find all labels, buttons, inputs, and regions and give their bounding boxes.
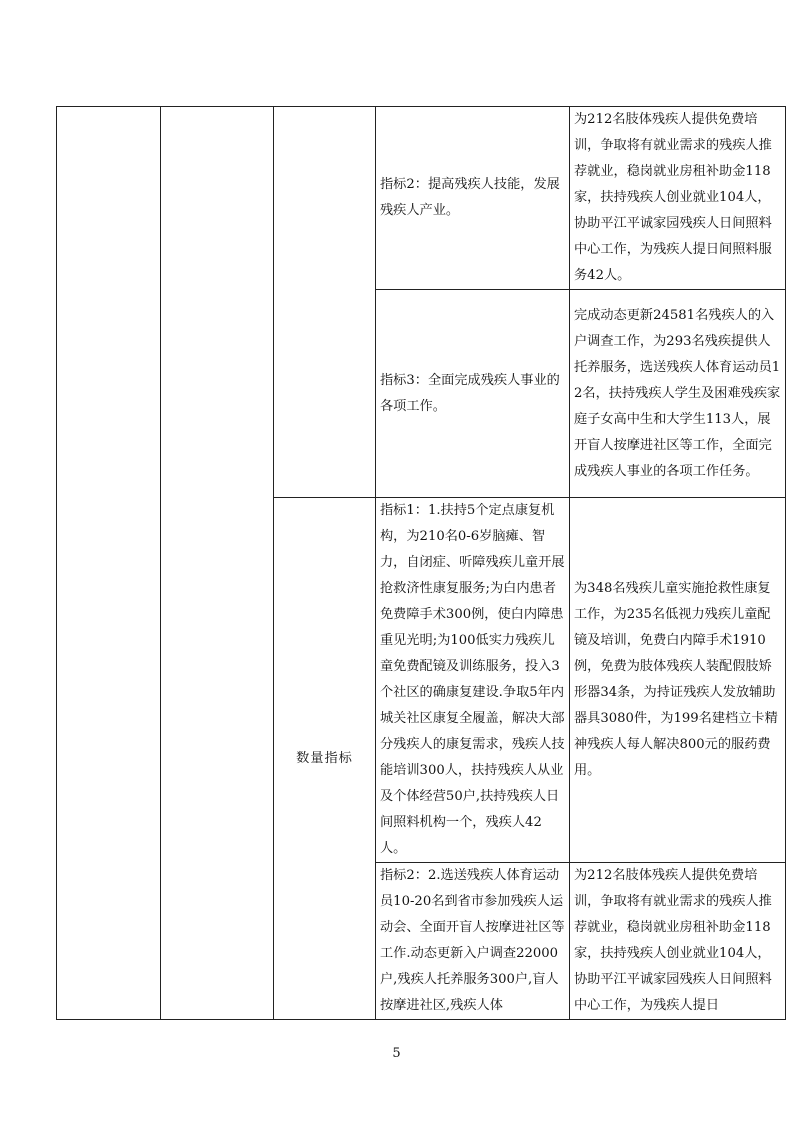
- value-cell: 为348名残疾儿童实施抢救性康复工作，为235名低视力残疾儿童配镜及培训，免费白内障手术1910例，免费为肢体残疾人装配假肢矫形器34条，为持证残疾人发放辅助器具3080件，为199名建档立卡精神残疾人每人解决800元的服药费用。: [570, 498, 786, 863]
- empty-cell-col1: [57, 107, 161, 1020]
- category-cell: 数量指标: [274, 498, 376, 1020]
- empty-cell-col2: [161, 107, 274, 1020]
- page-number: 5: [392, 1046, 401, 1061]
- value-cell: 为212名肢体残疾人提供免费培训，争取将有就业需求的残疾人推荐就业，稳岗就业房租补助金118家，扶持残疾人创业就业104人，协助平江平诚家园残疾人日间照料中心工作，为残疾人提日间照料服务42人。: [570, 107, 786, 290]
- value-cell: 完成动态更新24581名残疾人的入户调查工作，为293名残疾提供人托养服务，选送残疾人体育运动员12名，扶持残疾人学生及困难残疾家庭子女高中生和大学生113人，展开盲人按摩进社区等工作，全面完成残疾人事业的各项工作任务。: [570, 290, 786, 498]
- performance-table: [56, 106, 786, 1020]
- indicator-cell: 指标3：全面完成残疾人事业的各项工作。: [376, 290, 570, 498]
- indicator-cell: 指标2：提高残疾人技能，发展残疾人产业。: [376, 107, 570, 290]
- empty-cell-col3: [274, 107, 376, 498]
- value-cell: 为212名肢体残疾人提供免费培训，争取将有就业需求的残疾人推荐就业，稳岗就业房租补助金118家，扶持残疾人创业就业104人，协助平江平诚家园残疾人日间照料中心工作，为残疾人提日: [570, 863, 786, 1020]
- indicator-cell: 指标1：1.扶持5个定点康复机构，为210名0-6岁脑瘫、智力，自闭症、听障残疾儿童开展抢救济性康复服务;为白内患者免费障手术300例，使白内障患重见光明;为100低实力残疾儿童免费配镜及训练服务，投入3个社区的确康复建设.争取5年内城关社区康复全履盖，解决大部分残疾人的康复需求，残疾人技能培训300人，扶持残疾人从业及个体经营50户,扶持残疾人日间照料机构一个，残疾人42人。: [376, 498, 570, 863]
- indicator-cell: 指标2：2.选送残疾人体育运动员10-20名到省市参加残疾人运动会、全面开盲人按摩进社区等工作.动态更新入户调查22000户,残疾人托养服务300户,盲人按摩进社区,残疾人体: [376, 863, 570, 1020]
